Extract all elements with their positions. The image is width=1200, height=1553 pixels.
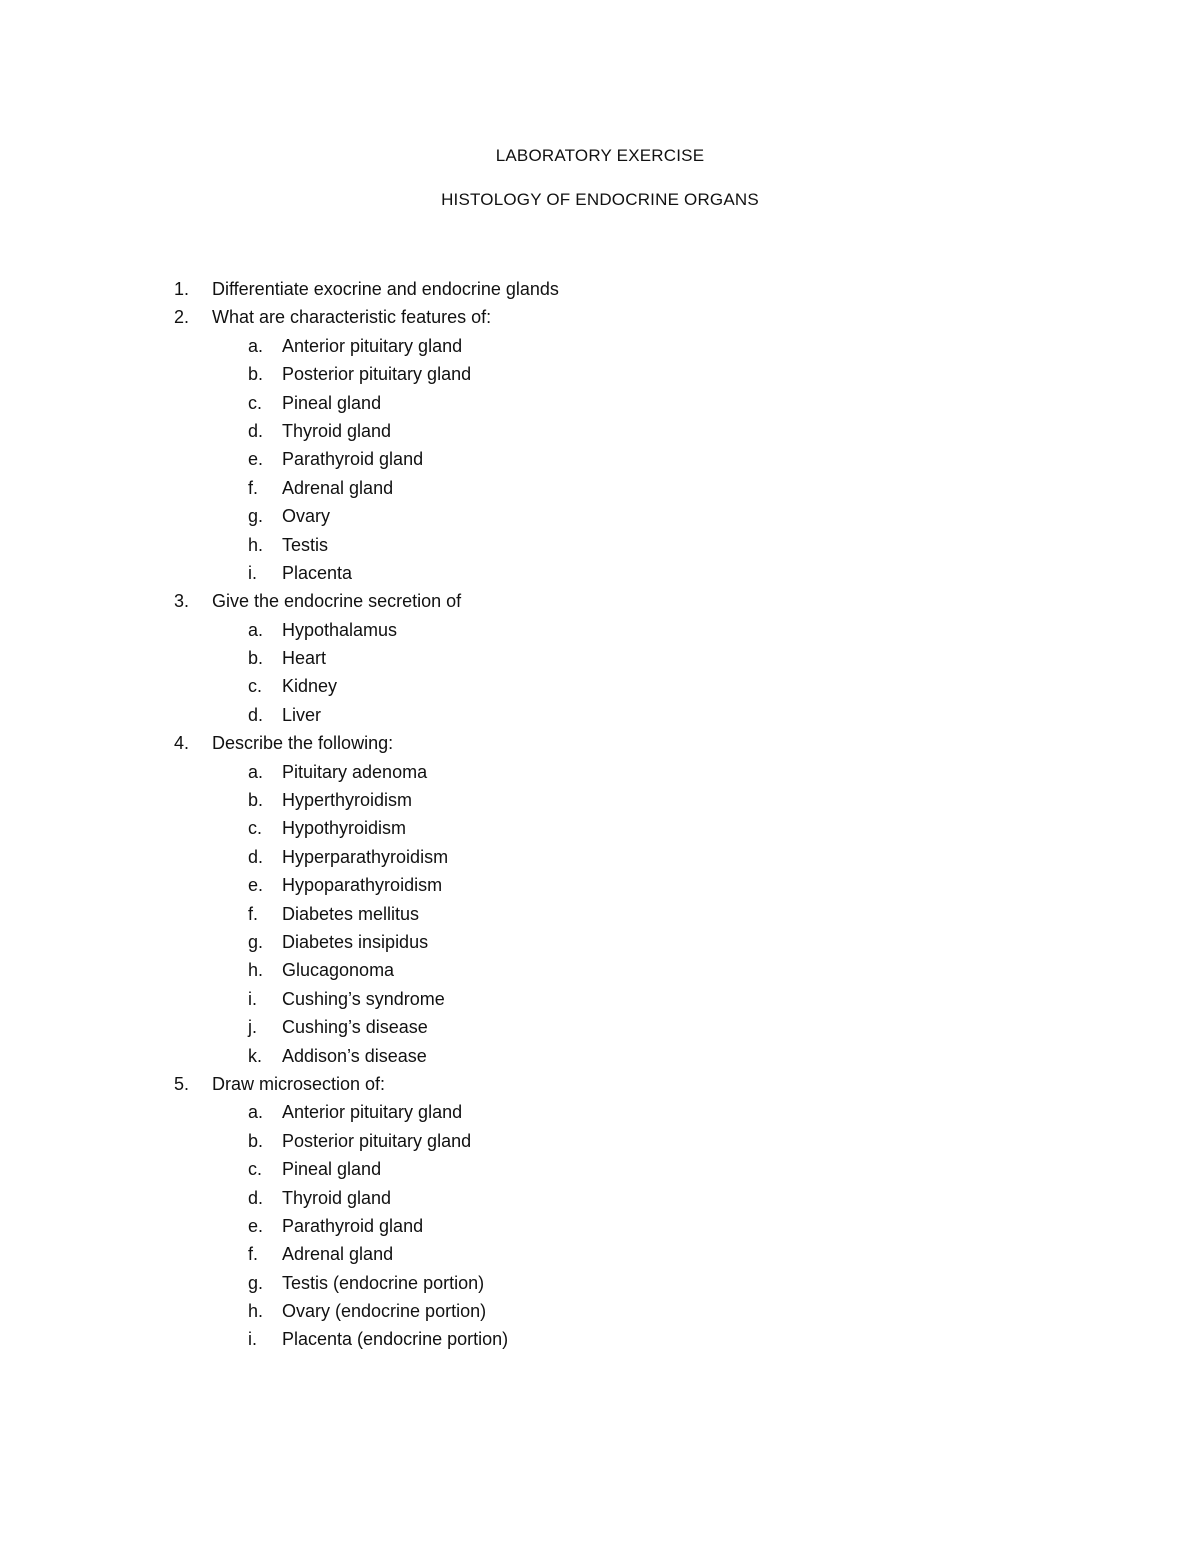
- sub-item-letter: a.: [248, 335, 264, 356]
- sub-item-text: Diabetes mellitus: [282, 903, 420, 924]
- sub-item-text: Ovary: [282, 506, 331, 527]
- question-text: Give the endocrine secretion of: [212, 591, 462, 612]
- sub-item-letter: b.: [248, 648, 264, 669]
- question-number: 4.: [174, 733, 190, 754]
- sub-item: [0, 1130, 1200, 1158]
- sub-item: [0, 448, 1200, 476]
- sub-item-letter: i.: [248, 988, 257, 1009]
- sub-item: [0, 959, 1200, 987]
- sub-item-letter: e.: [248, 875, 264, 896]
- sub-item-text: Parathyroid gland: [282, 1215, 424, 1236]
- sub-item-letter: j.: [248, 1017, 257, 1038]
- question-text: Describe the following:: [212, 733, 394, 754]
- sub-item: [0, 1045, 1200, 1073]
- sub-item-letter: a.: [248, 761, 264, 782]
- sub-item-text: Placenta: [282, 562, 353, 583]
- question-number: 3.: [174, 591, 190, 612]
- sub-item-text: Diabetes insipidus: [282, 931, 429, 952]
- sub-item-letter: f.: [248, 477, 259, 498]
- sub-item-text: Cushing’s disease: [282, 1017, 428, 1038]
- sub-item-text: Thyroid gland: [282, 1187, 392, 1208]
- sub-item: [0, 1187, 1200, 1215]
- sub-item-letter: c.: [248, 818, 263, 839]
- sub-item: [0, 335, 1200, 363]
- sub-item-text: Pineal gland: [282, 392, 382, 413]
- question-item: [0, 306, 1200, 334]
- sub-item-letter: b.: [248, 1130, 264, 1151]
- sub-item-letter: b.: [248, 790, 264, 811]
- sub-item: [0, 1215, 1200, 1243]
- sub-item-text: Glucagonoma: [282, 960, 395, 981]
- sub-item-text: Posterior pituitary gland: [282, 1130, 472, 1151]
- sub-item: [0, 1016, 1200, 1044]
- sub-item: [0, 874, 1200, 902]
- sub-item-text: Hypoparathyroidism: [282, 875, 443, 896]
- question-number: 5.: [174, 1073, 190, 1094]
- sub-item-text: Addison’s disease: [282, 1045, 427, 1066]
- sub-item: [0, 647, 1200, 675]
- question-item: [0, 732, 1200, 760]
- sub-item: [0, 675, 1200, 703]
- sub-item-letter: k.: [248, 1045, 263, 1066]
- sub-item-letter: g.: [248, 931, 264, 952]
- sub-item-text: Kidney: [282, 676, 338, 697]
- sub-item-text: Pineal gland: [282, 1159, 382, 1180]
- sub-item-text: Hyperparathyroidism: [282, 846, 449, 867]
- question-text: What are characteristic features of:: [212, 307, 492, 328]
- sub-item-text: Hyperthyroidism: [282, 790, 413, 811]
- sub-item: [0, 1158, 1200, 1186]
- sub-item-letter: i.: [248, 562, 257, 583]
- sub-item-letter: d.: [248, 1187, 264, 1208]
- sub-item: [0, 931, 1200, 959]
- question-item: [0, 590, 1200, 618]
- sub-item-text: Cushing’s syndrome: [282, 988, 445, 1009]
- sub-item-letter: g.: [248, 1272, 264, 1293]
- sub-item: [0, 789, 1200, 817]
- sub-item-text: Ovary (endocrine portion): [282, 1301, 487, 1322]
- sub-item-text: Hypothalamus: [282, 619, 398, 640]
- sub-item-letter: g.: [248, 506, 264, 527]
- sub-item-text: Placenta (endocrine portion): [282, 1329, 509, 1350]
- sub-item: [0, 534, 1200, 562]
- sub-item-letter: a.: [248, 619, 264, 640]
- sub-item: [0, 903, 1200, 931]
- sub-item-text: Heart: [282, 648, 327, 669]
- sub-item-text: Testis: [282, 534, 329, 555]
- sub-item-text: Thyroid gland: [282, 420, 392, 441]
- sub-item-letter: a.: [248, 1102, 264, 1123]
- sub-item: [0, 988, 1200, 1016]
- sub-item: [0, 392, 1200, 420]
- sub-item: [0, 562, 1200, 590]
- sub-item-text: Liver: [282, 704, 322, 725]
- sub-item-text: Anterior pituitary gland: [282, 335, 463, 356]
- sub-item-letter: e.: [248, 449, 264, 470]
- sub-item-letter: d.: [248, 846, 264, 867]
- sub-item-letter: d.: [248, 704, 264, 725]
- question-list: [0, 278, 1200, 1357]
- sub-item-letter: c.: [248, 676, 263, 697]
- sub-item-text: Hypothyroidism: [282, 818, 407, 839]
- sub-item-text: Posterior pituitary gland: [282, 364, 472, 385]
- sub-item: [0, 761, 1200, 789]
- question-item: [0, 278, 1200, 306]
- document-subtitle: HISTOLOGY OF ENDOCRINE ORGANS: [441, 190, 759, 209]
- sub-item-letter: c.: [248, 392, 263, 413]
- sub-item: [0, 363, 1200, 391]
- sub-item: [0, 505, 1200, 533]
- sub-item: [0, 846, 1200, 874]
- question-text: Draw microsection of:: [212, 1073, 386, 1094]
- sub-item: [0, 704, 1200, 732]
- sub-item: [0, 1101, 1200, 1129]
- sub-item-letter: e.: [248, 1215, 264, 1236]
- sub-item-text: Parathyroid gland: [282, 449, 424, 470]
- question-number: 1.: [174, 279, 190, 299]
- sub-item: [0, 420, 1200, 448]
- sub-item: [0, 1272, 1200, 1300]
- sub-item-text: Pituitary adenoma: [282, 761, 428, 782]
- sub-item-letter: h.: [248, 534, 264, 555]
- question-text: Differentiate exocrine and endocrine glands: [212, 279, 559, 299]
- sub-item-letter: h.: [248, 1301, 264, 1322]
- sub-item-letter: f.: [248, 903, 259, 924]
- sub-item: [0, 1300, 1200, 1328]
- sub-item-text: Adrenal gland: [282, 1244, 394, 1265]
- sub-item-text: Adrenal gland: [282, 477, 394, 498]
- sub-item: [0, 619, 1200, 647]
- document-title: LABORATORY EXERCISE: [495, 146, 705, 165]
- sub-item: [0, 477, 1200, 505]
- sub-item-letter: c.: [248, 1159, 263, 1180]
- question-item: [0, 1073, 1200, 1101]
- sub-item-text: Anterior pituitary gland: [282, 1102, 463, 1123]
- sub-item: [0, 1328, 1200, 1356]
- sub-item: [0, 817, 1200, 845]
- sub-item-letter: h.: [248, 960, 264, 981]
- sub-item-letter: b.: [248, 364, 264, 385]
- sub-item: [0, 1243, 1200, 1271]
- sub-item-letter: f.: [248, 1244, 259, 1265]
- sub-item-letter: d.: [248, 420, 264, 441]
- question-number: 2.: [174, 307, 190, 328]
- sub-item-text: Testis (endocrine portion): [282, 1272, 485, 1293]
- sub-item-letter: i.: [248, 1329, 257, 1350]
